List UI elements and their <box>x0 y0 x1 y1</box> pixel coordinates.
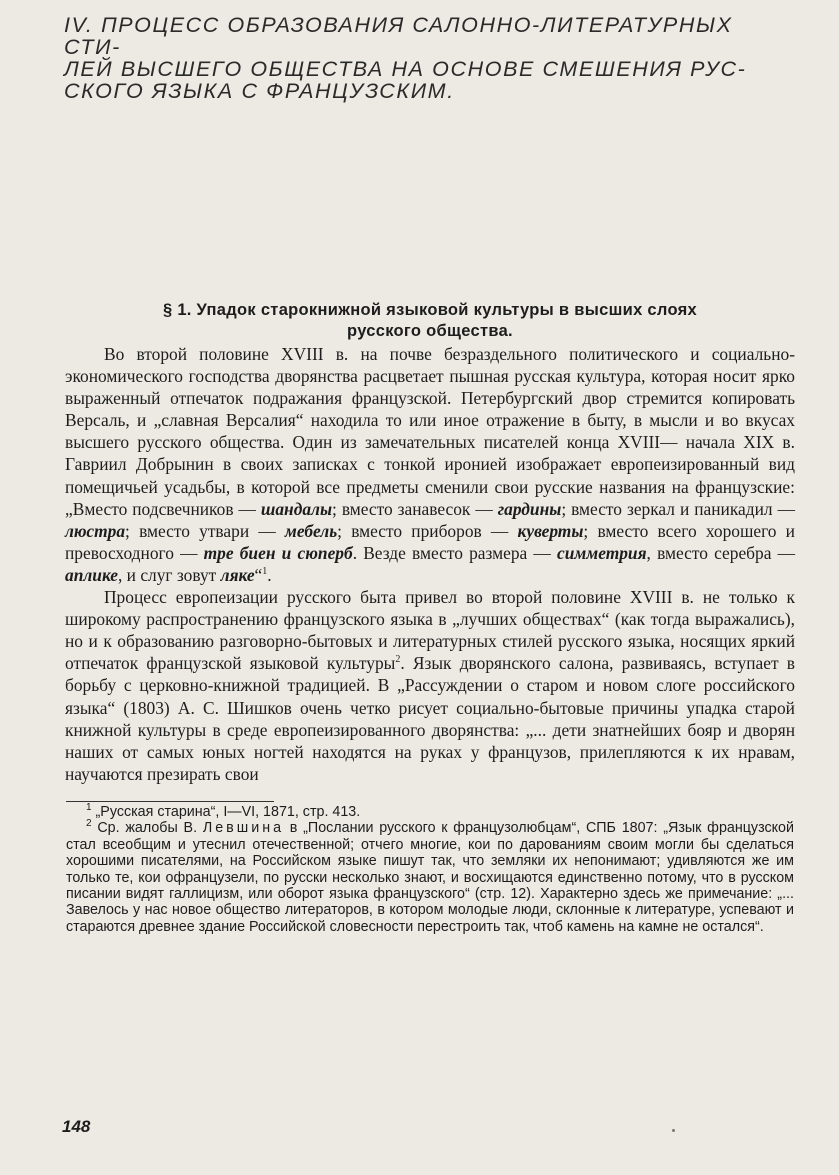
term-mebel: мебель <box>284 520 338 541</box>
term-tre-bien: тре биен и сюперб <box>203 542 353 563</box>
footnote-2-text: Ср. жалобы В. <box>91 820 203 837</box>
footnote-1 <box>66 804 794 820</box>
term-lyake: ляке <box>220 564 255 585</box>
footnote-1-text: „Русская старина“, I—VI, 1871, стр. 413. <box>91 804 361 820</box>
footnote-1-number: 1 <box>86 802 92 814</box>
p1-text: “ <box>254 564 263 585</box>
paragraph-2 <box>65 586 795 785</box>
term-simmetriya: симметрия <box>556 542 647 563</box>
p1-text: . <box>267 564 272 585</box>
body-text <box>65 343 795 785</box>
p2-text: . Язык дворянского салона, развиваясь, вступает в борьбу с церковно-книжной традицией. В „Рассуждении о старом и новом слоге российского языка“ (1803) А. С. Шишков очень четко рисует социально-бытовые причины упадка старой книжной культуры в среде европеизированного дворянства: „... дети знатнейших бояр и дворян наших от самых юных ногтей находятся на руках у французов, прилепляются к их нравам, научаются презирать свои <box>65 653 795 784</box>
term-aplike: аплике <box>65 564 118 585</box>
section-heading-line-2: русского общества. <box>347 322 513 340</box>
chapter-title <box>64 14 794 102</box>
p1-text: ; вместо утвари — <box>125 520 285 541</box>
p1-text: ; вместо всего хорошего и превосходного — <box>65 520 795 563</box>
term-lyustra: люстра <box>65 520 126 541</box>
p1-text: ; вместо приборов — <box>337 520 518 541</box>
scan-speck <box>672 1129 675 1132</box>
chapter-title-line-1: IV. ПРОЦЕСС ОБРАЗОВАНИЯ САЛОННО-ЛИТЕРАТУРНЫХ СТИ- <box>64 13 733 59</box>
section-heading <box>70 300 790 342</box>
footnote-2-number: 2 <box>86 818 92 830</box>
chapter-title-line-3: СКОГО ЯЗЫКА С ФРАНЦУЗСКИМ. <box>64 79 455 103</box>
term-shandaly: шандалы <box>260 498 333 519</box>
p1-text: . Везде вместо размера — <box>352 542 557 563</box>
p1-text: ; вместо занавесок — <box>332 498 498 519</box>
p1-text: ; вместо зеркал и паникадил — <box>561 498 795 519</box>
footnotes <box>66 804 794 935</box>
footnote-ref-2[interactable]: 2 <box>395 654 401 666</box>
section-heading-line-1: § 1. Упадок старокнижной языковой культуры в высших слоях <box>162 301 698 319</box>
paragraph-1 <box>65 343 795 586</box>
footnote-2 <box>66 820 794 935</box>
page-number: 148 <box>62 1117 91 1136</box>
footnote-divider <box>66 801 274 802</box>
p1-text: , и слуг зовут <box>117 564 221 585</box>
term-kuverty: куверты <box>517 520 584 541</box>
footnote-2-author: Левшина <box>202 820 285 837</box>
chapter-title-line-2: ЛЕЙ ВЫСШЕГО ОБЩЕСТВА НА ОСНОВЕ СМЕШЕНИЯ РУС- <box>64 57 747 81</box>
footnote-2-text: в „Послании русского к французолюбцам“, СПБ 1807: „Язык французской стал всеобщим и утеснил отечественной; отчего многие, кои по дарованиям своим могли бы сделаться хорошими писателями, на Российском языке пишут так, что земляки их непонимают; удивляются же им только те, кои офранцузели, по русски несколько знают, и восхищаются единственно потому, что в русском писании видят галлицизм, или оборот языка французского“ (стр. 12). Характерно здесь же примечание: „... Завелось у нас новое общество литераторов, в котором молодые люди, склонные к литературе, успевают и стараются древнее здание Российской словесности перестроить так, чтоб камень на камне не остался“. <box>66 820 794 935</box>
p1-text: Во второй половине XVIII в. на почве безраздельного политического и социально-экономического господства дворянства расцветает пышная русская культура, которая носит ярко выраженный отпечаток подражания французской. Петербургский двор стремится копировать Версаль, и „славная Версалия“ находила то или иное отражение в быту, в мысли и во вкусах высшего русского общества. Один из замечательных писателей конца XVIII— начала XIX в. Гавриил Добрынин в своих записках с тонкой иронией изображает европеизированный вид помещичьей усадьбы, в которой все предметы сменили свои русские названия на французские: „Вместо подсвечников — <box>65 344 795 519</box>
term-gardiny: гардины <box>497 498 562 519</box>
p1-text: , вместо серебра — <box>646 542 795 563</box>
footnote-ref-1[interactable]: 1 <box>262 566 268 578</box>
p2-text: Процесс европеизации русского быта привел во второй половине XVIII в. не только к широкому распространению французского языка в „лучших обществах“ (как тогда выражались), но и к образованию разговорно-бытовых и литературных стилей русского языка, носящих яркий отпечаток французской языковой культуры <box>65 587 795 674</box>
